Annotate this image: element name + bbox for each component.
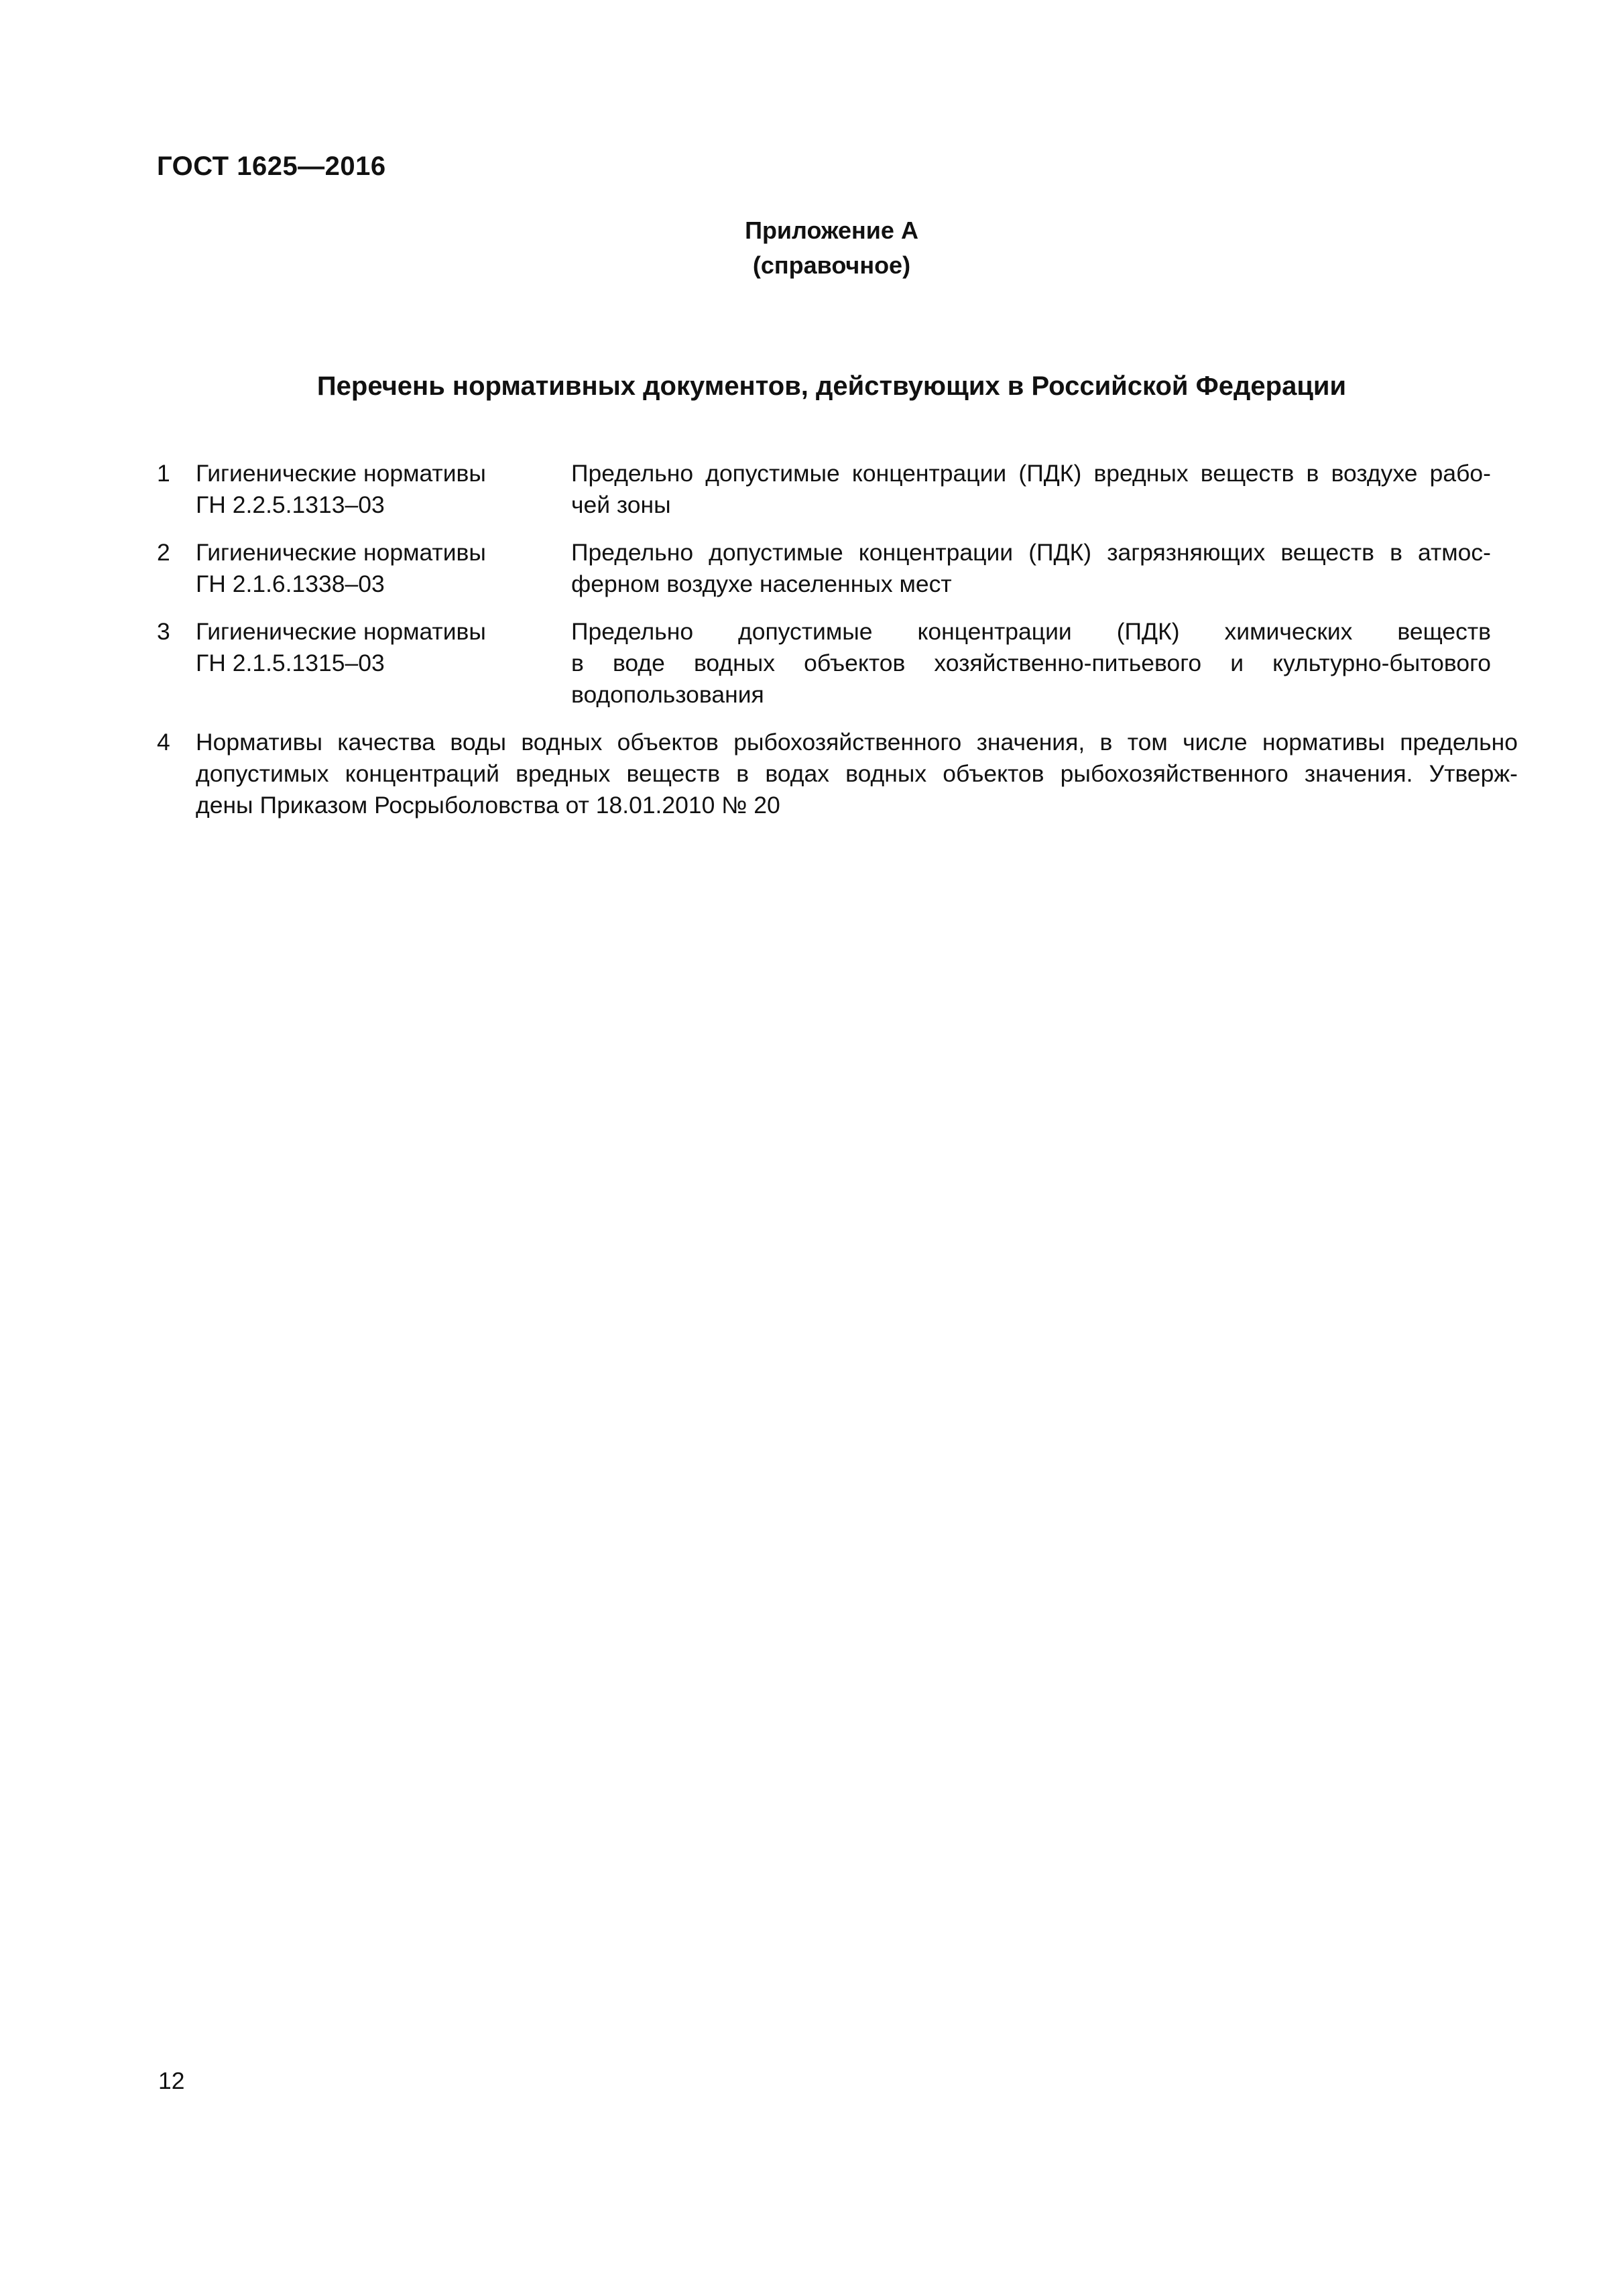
item-code-line: ГН 2.1.5.1315–03 — [196, 650, 385, 676]
item-title-line: чей зоны — [571, 491, 671, 518]
item-text-line: дены Приказом Росрыболовства от 18.01.2010 № 20 — [196, 792, 780, 819]
item-document-code — [196, 458, 571, 521]
item-title-line: в воде водных объектов хозяйственно-питьевого и культурно-бытового — [571, 650, 1491, 676]
item-document-code — [196, 616, 571, 711]
item-document-code — [196, 537, 571, 600]
item-text-line: допустимых концентраций вредных веществ в водах водных объектов рыбохозяйственного значения. Утверж- — [196, 760, 1518, 787]
appendix-subtitle: (справочное) — [752, 251, 911, 279]
item-title-line: водопользования — [571, 681, 764, 708]
list-item — [157, 616, 1498, 711]
item-number: 3 — [157, 618, 170, 645]
appendix-title: Приложение А — [745, 217, 918, 244]
item-document-title — [571, 616, 1491, 711]
item-title-line: Предельно допустимые концентрации (ПДК) вредных веществ в воздухе рабо- — [571, 460, 1491, 487]
item-number: 2 — [157, 539, 170, 566]
list-item — [157, 727, 1518, 821]
document-id: ГОСТ 1625—2016 — [157, 152, 386, 181]
appendix-heading — [0, 213, 1623, 283]
normative-documents-list — [157, 458, 1518, 837]
item-code-line: Гигиенические нормативы — [196, 539, 486, 566]
item-code-line: Гигиенические нормативы — [196, 460, 486, 487]
item-code-line: ГН 2.2.5.1313–03 — [196, 491, 385, 518]
page-number: 12 — [158, 2067, 185, 2094]
item-title-line: Предельно допустимые концентрации (ПДК) загрязняющих веществ в атмос- — [571, 539, 1491, 566]
item-code-line: Гигиенические нормативы — [196, 618, 486, 645]
item-number: 4 — [157, 729, 170, 756]
item-document-title — [571, 458, 1491, 521]
item-title-line: ферном воздухе населенных мест — [571, 570, 952, 597]
item-title-line: Предельно допустимые концентрации (ПДК) химических веществ — [571, 618, 1491, 645]
item-code-line: ГН 2.1.6.1338–03 — [196, 570, 385, 597]
item-text-line: Нормативы качества воды водных объектов рыбохозяйственного значения, в том числе нормативы предельно — [196, 729, 1518, 756]
item-document-title — [571, 537, 1491, 600]
list-item — [157, 537, 1498, 600]
item-number: 1 — [157, 460, 170, 487]
item-document-text — [196, 727, 1518, 821]
section-title — [0, 371, 1623, 402]
list-item — [157, 458, 1498, 521]
section-title-text: Перечень нормативных документов, действующих в Российской Федерации — [316, 371, 1347, 401]
